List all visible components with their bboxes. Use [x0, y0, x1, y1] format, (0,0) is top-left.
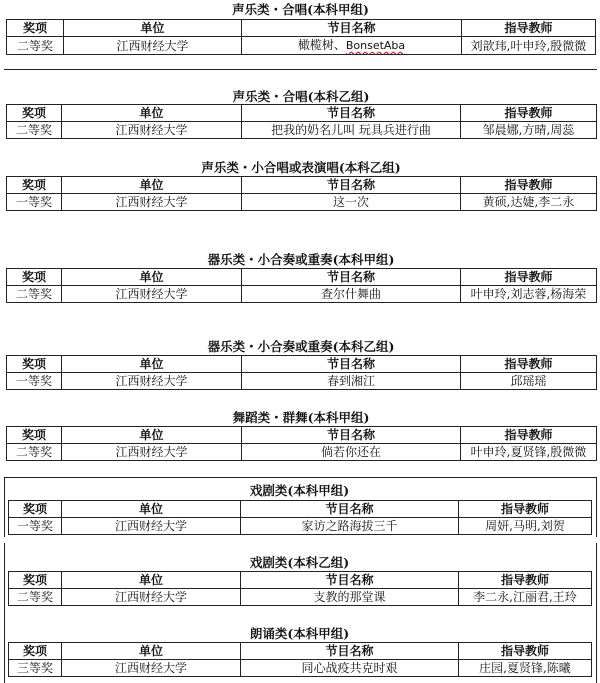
award-table [6, 104, 597, 139]
program-header: 节目名称 [241, 643, 459, 660]
teacher-header: 指导教师 [461, 269, 597, 286]
table-row [7, 373, 597, 390]
program-header: 节目名称 [242, 269, 461, 286]
table-row [9, 589, 592, 606]
award-cell: 二等奖 [7, 286, 62, 303]
unit-cell: 江西财经大学 [62, 589, 241, 606]
award-header: 奖项 [9, 572, 62, 589]
award-cell: 一等奖 [7, 373, 62, 390]
program-cell [241, 518, 459, 535]
teacher-cell: 李二永,江丽君,王玲 [459, 589, 592, 606]
teacher-header: 指导教师 [462, 20, 596, 37]
program-name: 把我的奶名儿叫 玩具兵进行曲 [271, 123, 431, 137]
award-header: 奖项 [9, 643, 62, 660]
teacher-header: 指导教师 [461, 105, 597, 122]
program-cell [241, 589, 459, 606]
program-header: 节目名称 [242, 356, 461, 373]
table-header-row [9, 572, 592, 589]
unit-cell: 江西财经大学 [62, 660, 241, 677]
table-header-row [7, 20, 596, 37]
award-cell: 二等奖 [7, 122, 62, 139]
unit-header: 单位 [62, 572, 241, 589]
section-border [596, 477, 597, 537]
unit-header: 单位 [62, 177, 242, 194]
section-title: 声乐类・合唱(本科乙组) [232, 89, 370, 104]
award-cell: 一等奖 [7, 194, 62, 211]
table-row [7, 286, 597, 303]
unit-header: 单位 [62, 643, 241, 660]
table-header-row [7, 269, 597, 286]
unit-cell: 江西财经大学 [62, 194, 242, 211]
program-header: 节目名称 [242, 427, 461, 444]
program-name-extra: BonsetAba [345, 39, 406, 52]
table-header-row [7, 356, 597, 373]
award-header: 奖项 [7, 427, 62, 444]
award-table [6, 19, 596, 55]
program-cell [242, 194, 461, 211]
award-table [6, 268, 597, 303]
teacher-cell: 周妍,马明,刘贺 [459, 518, 592, 535]
unit-header: 单位 [62, 105, 242, 122]
program-name: 同心战疫共克时艰 [301, 661, 398, 675]
section-title: 声乐类・合唱(本科甲组) [232, 2, 369, 17]
section-border [596, 543, 597, 683]
award-cell: 二等奖 [7, 444, 62, 461]
program-cell [242, 373, 461, 390]
teacher-cell: 邱瑶瑶 [461, 373, 597, 390]
table-header-row [7, 177, 597, 194]
program-cell [242, 37, 462, 55]
teacher-cell: 庄园,夏贤锋,陈曦 [459, 660, 592, 677]
award-header: 奖项 [7, 356, 62, 373]
award-table [6, 176, 597, 211]
teacher-cell: 叶申玲,夏贤锋,殷微微 [461, 444, 597, 461]
teacher-header: 指导教师 [461, 177, 597, 194]
award-table [8, 500, 592, 535]
program-cell [242, 122, 461, 139]
program-header: 节目名称 [242, 177, 461, 194]
award-table [8, 642, 592, 677]
section-title: 器乐类・小合奏或重奏(本科乙组) [207, 339, 395, 354]
program-header: 节目名称 [242, 105, 461, 122]
table-row [7, 37, 596, 55]
program-header: 节目名称 [242, 20, 462, 37]
award-header: 奖项 [7, 20, 64, 37]
table-row [9, 518, 592, 535]
table-row [7, 194, 597, 211]
award-header: 奖项 [7, 269, 62, 286]
award-table [6, 355, 597, 390]
teacher-cell: 刘歆玮,叶申玲,殷微微 [462, 37, 596, 55]
table-header-row [7, 427, 597, 444]
table-row [7, 122, 597, 139]
section-border [4, 477, 5, 537]
section-title: 舞蹈类・群舞(本科甲组) [232, 410, 370, 425]
teacher-cell: 邹晨娜,方晴,周蕊 [461, 122, 597, 139]
unit-cell: 江西财经大学 [62, 444, 242, 461]
award-header: 奖项 [7, 105, 62, 122]
section-divider [4, 69, 597, 70]
award-cell: 二等奖 [9, 589, 62, 606]
unit-header: 单位 [62, 356, 242, 373]
teacher-header: 指导教师 [459, 501, 592, 518]
unit-cell: 江西财经大学 [62, 122, 242, 139]
award-header: 奖项 [7, 177, 62, 194]
unit-header: 单位 [62, 501, 241, 518]
program-header: 节目名称 [241, 501, 459, 518]
program-name: 倘若你还在 [320, 445, 381, 459]
award-header: 奖项 [9, 501, 62, 518]
section-title: 戏剧类(本科甲组) [249, 483, 350, 498]
unit-cell: 江西财经大学 [62, 518, 241, 535]
section-border [4, 543, 5, 683]
program-name: 支教的那堂课 [313, 590, 386, 604]
teacher-header: 指导教师 [459, 572, 592, 589]
table-header-row [9, 501, 592, 518]
program-cell [241, 660, 459, 677]
section-title: 朗诵类(本科甲组) [249, 626, 350, 641]
award-cell: 三等奖 [9, 660, 62, 677]
section-title: 器乐类・小合奏或重奏(本科甲组) [207, 252, 395, 267]
section-divider [4, 477, 597, 478]
table-header-row [7, 105, 597, 122]
teacher-header: 指导教师 [461, 356, 597, 373]
program-name: 春到湘江 [326, 374, 375, 388]
program-cell [242, 444, 461, 461]
award-table [6, 426, 597, 461]
unit-header: 单位 [62, 427, 242, 444]
table-row [7, 444, 597, 461]
section-title: 声乐类・小合唱或表演唱(本科乙组) [201, 160, 401, 175]
program-name: 橄榄树、 [297, 38, 346, 52]
award-cell: 二等奖 [7, 37, 64, 55]
program-header: 节目名称 [241, 572, 459, 589]
program-cell [242, 286, 461, 303]
program-name: 家访之路海拔三千 [301, 519, 398, 533]
program-name: 这一次 [332, 195, 369, 209]
teacher-cell: 黄硕,达婕,李二永 [461, 194, 597, 211]
unit-cell: 江西财经大学 [62, 373, 242, 390]
award-cell: 一等奖 [9, 518, 62, 535]
teacher-header: 指导教师 [459, 643, 592, 660]
teacher-header: 指导教师 [461, 427, 597, 444]
program-name: 查尔什舞曲 [320, 287, 381, 301]
unit-cell: 江西财经大学 [64, 37, 242, 55]
unit-cell: 江西财经大学 [62, 286, 242, 303]
table-row [9, 660, 592, 677]
section-title: 戏剧类(本科乙组) [249, 555, 350, 570]
unit-header: 单位 [64, 20, 242, 37]
unit-header: 单位 [62, 269, 242, 286]
award-table [8, 571, 592, 606]
table-header-row [9, 643, 592, 660]
teacher-cell: 叶申玲,刘志蓉,杨海荣 [461, 286, 597, 303]
